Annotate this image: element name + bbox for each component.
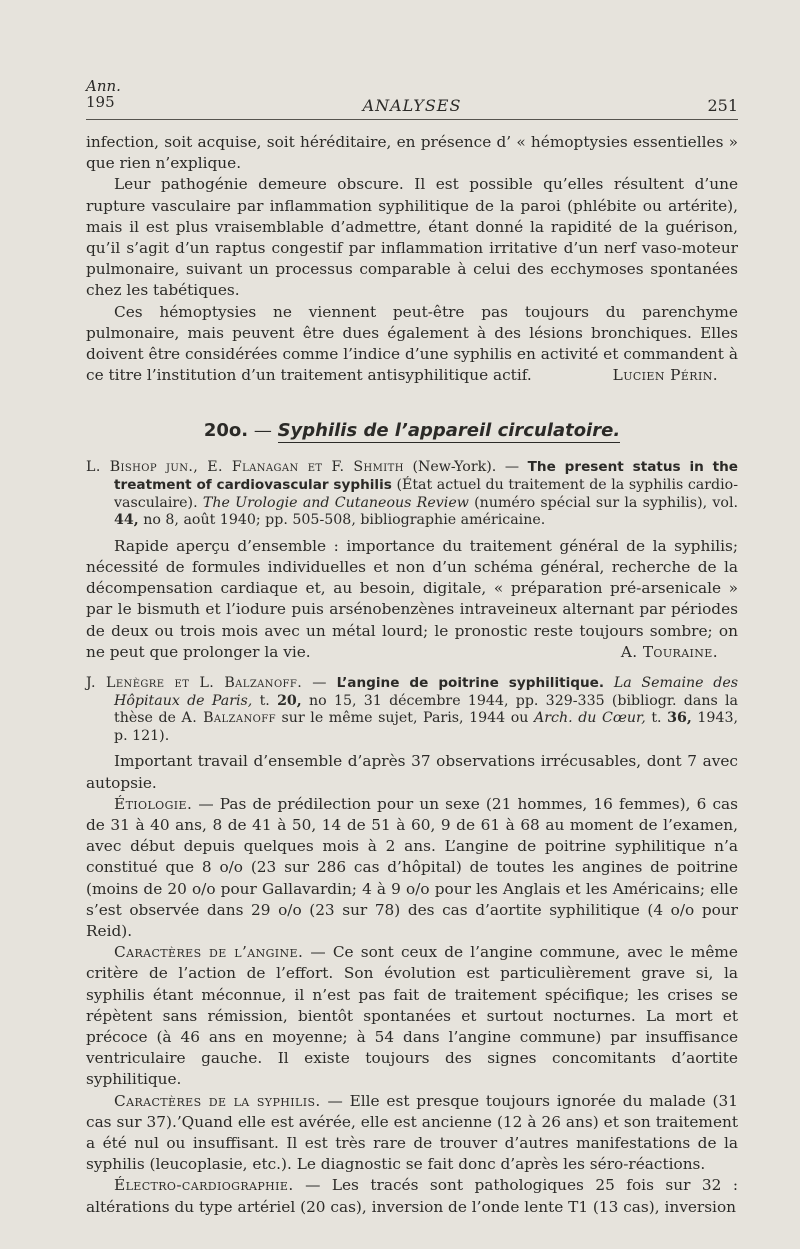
etiology-heading: Étiologie.: [114, 794, 193, 813]
article-ref-part: 1943, p. 121).: [114, 710, 739, 744]
page-number: 251: [707, 96, 738, 115]
running-head: [86, 78, 738, 114]
summary-text: Rapide aperçu d’ensemble : importance du traitement général de la syphilis; nécessité de formules individuelles et non d’un schéma général, recherche de la décompensation cardiaque et, au besoin, digitale, « préparation pré-arsenicale » par le bismuth et l’iodure puis arsénobenzènes intraveineux alternant par périodes de deux ou trois mois avec un métal lourd; le pronostic reste toujours sombre; on ne peut que prolonger la vie.: [86, 536, 738, 661]
running-title: ANALYSES: [362, 96, 462, 115]
article-ref-part: t.: [259, 692, 270, 709]
article-ref-part: no 15, 31 décembre 1944, pp. 329-335 (bibliogr. dans la thèse de: [114, 692, 739, 727]
ecg-heading: Électro-cardiographie.: [114, 1176, 294, 1195]
article-summary: [86, 536, 738, 663]
angina-heading: Caractères de l’angine.: [114, 943, 304, 962]
etiology-text: — Pas de prédilection pour un sexe (21 hommes, 16 femmes), 6 cas de 31 à 40 ans, 8 de 41 à 50, 14 de 51 à 60, 9 de 61 à 68 au moment de l’examen, avec début depuis quelques mois à 2 ans. L’angine de poitrine syphilitique n’a constitué que 8 o/o (23 sur 286 cas d’hôpital) de toutes les angines de poitrine (moins de 20 o/o pour Gallavardin; 4 à 9 o/o pour les Anglais et les Américains; elle s’est observée dans 29 o/o (23 sur 78) des cas d’aortite syphilitique (4 o/o pour Reid).: [86, 794, 738, 941]
article-volume-2: 36,: [667, 710, 692, 727]
article-ref-part: t.: [651, 710, 662, 727]
article-place: (New-York). —: [412, 459, 520, 476]
continuation-paragraph: infection, soit acquise, soit héréditaire, en présence d’ « hémoptysies essentielles » que rien n’explique.: [86, 133, 738, 173]
article-ref-part: (État actuel du traitement de la syphilis cardio-vasculaire).: [114, 477, 738, 511]
section-dash: —: [253, 420, 272, 442]
article-volume: 44,: [114, 512, 139, 529]
article-authors: L. Bishop jun., E. Flanagan et F. Shmith: [86, 459, 404, 476]
section-number: 20o.: [203, 420, 249, 442]
angina-text: — Ce sont ceux de l’angine commune, avec le même critère de l’action de l’effort. Son évolution est particulièrement grave si, la syphilis étant méconnue, il n’est pas fait de traitement spécifique; les crises se répètent sans rémission, bientôt spontanées et surtout nocturnes. La mort et précoce (à 46 ans en moyenne; à 54 dans l’angine commune) par insuffisance ventriculaire gauche. Il existe toujours des signes concomitants d’aortite syphilitique.: [86, 943, 738, 1089]
angina-paragraph: [86, 942, 738, 1090]
article-journal-2: Arch. du Cœur,: [534, 710, 646, 727]
article-ref-part: sur le même sujet, Paris, 1944 ou: [281, 710, 529, 727]
etiology-paragraph: [86, 794, 738, 942]
intro-paragraph: Important travail d’ensemble d’après 37 observations irrécusables, dont 7 avec autopsie.: [86, 752, 738, 792]
origin-paragraph: [86, 302, 738, 387]
section-title: Syphilis de l’appareil circulatoire.: [277, 420, 621, 442]
reviewer-signature: Lucien Périn.: [612, 366, 718, 385]
thesis-author: A. Balzanoff: [181, 710, 276, 727]
article-title: The present status in the treatment of cardiovascular syphilis: [114, 459, 739, 494]
article-authors: J. Lenègre et L. Balzanoff. —: [86, 675, 327, 692]
syphilis-text: — Elle est presque toujours ignorée du malade (31 cas sur 37).’Quand elle est avérée, elle est ancienne (12 à 26 ans) et son traitement a été nul ou insuffisant. Il est très rare de trouver d’autres manifestations de la syphilis (leucoplasie, etc.). Le diagnostic se fait donc d’après les séro-réactions.: [86, 1091, 738, 1174]
reviewer-signature: A. Touraine.: [620, 642, 718, 661]
ecg-paragraph: [86, 1175, 738, 1217]
pathogenesis-paragraph: Leur pathogénie demeure obscure. Il est possible qu’elles résultent d’une rupture vasculaire par inflammation syphilitique de la paroi (phlébite ou artérite), mais il est plus vraisemblable d’admettre, étant donné la rapidité de la guérison, qu’il s’agit d’un raptus congestif par inflammation irritative d’un nerf vaso-moteur pulmonaire, suivant un processus comparable à celui des ecchymoses spontanées chez les tabétiques.: [86, 175, 738, 300]
journal-abbreviation: Ann.: [86, 77, 121, 95]
page-body: [86, 132, 738, 1218]
article-ref-part: no 8, août 1940; pp. 505-508, bibliographie américaine.: [143, 512, 546, 529]
ecg-text: — Les tracés sont pathologiques 25 fois sur 32 : altérations du type artériel (20 cas), inversion de l’onde lente T1 (13 cas), inversion: [86, 1176, 738, 1216]
article-ref-part: (numéro spécial sur la syphilis), vol.: [474, 494, 738, 511]
article-volume: 20,: [277, 692, 302, 709]
article-journal: La Semaine des Hôpitaux de Paris,: [114, 675, 739, 709]
article-journal: The Urologie and Cutaneous Review: [202, 494, 469, 511]
article-reference: [86, 675, 738, 745]
volume-number: 195: [86, 93, 115, 111]
syphilis-paragraph: [86, 1091, 738, 1176]
origin-text: Ces hémoptysies ne viennent peut-être pas toujours du parenchyme pulmonaire, mais peuvent être dues également à des lésions bronchiques. Elles doivent être considérées comme l’indice d’une syphilis en activité et commandent à ce titre l’institution d’un traitement antisyphilitique actif.: [86, 302, 738, 385]
header-rule: [86, 119, 738, 120]
article-reference: [86, 459, 738, 529]
syphilis-heading: Caractères de la syphilis.: [114, 1091, 321, 1110]
section-heading: [86, 420, 738, 441]
article-title: L’angine de poitrine syphilitique.: [336, 675, 605, 692]
